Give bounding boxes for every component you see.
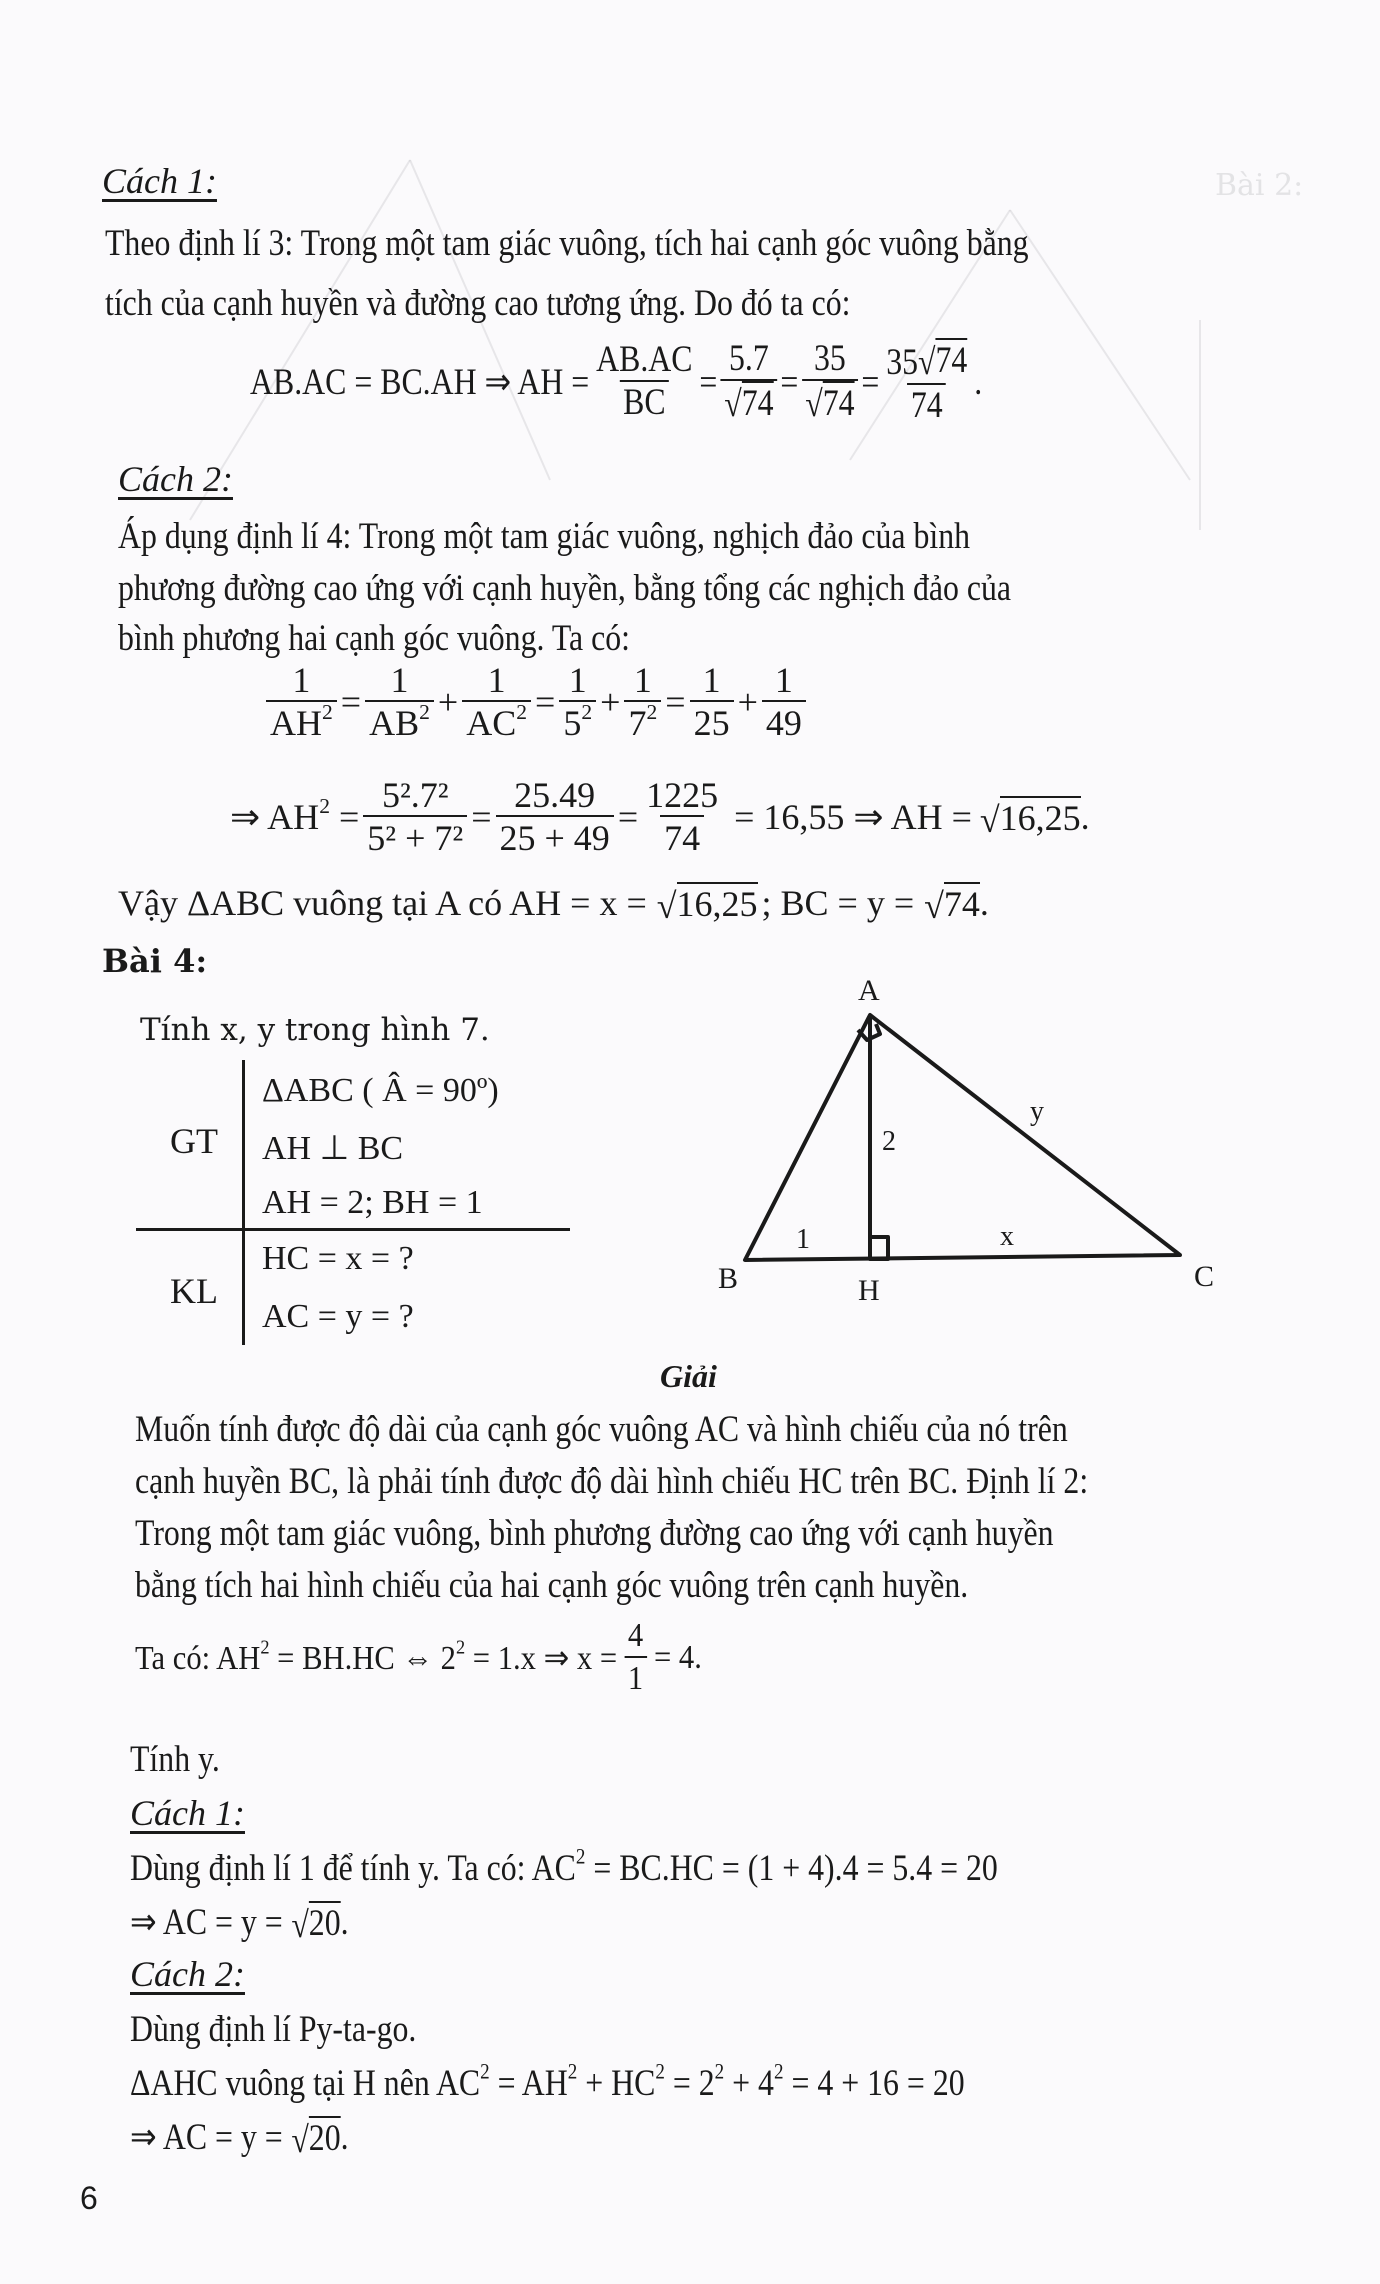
segment-label-hc: x — [1000, 1221, 1014, 1252]
formula-lhs: AB.AC = BC.AH ⇒ AH = — [250, 362, 590, 404]
bleed-through-text: Bài 2: — [1215, 168, 1304, 203]
given-item: AH ⊥ BC — [262, 1130, 404, 1167]
fraction: $\frac{AB.AC}{BC}$ — [596, 339, 693, 424]
exercise-prompt: Tính x, y trong hình 7. — [140, 1012, 490, 1048]
segment-label-ah: 2 — [882, 1126, 896, 1157]
exercise-title: Bài 4: — [102, 942, 208, 980]
method2-line3: ⇒ AC = y = √ 20 . — [130, 2117, 349, 2161]
fraction: 5.7 √ 74 — [721, 339, 777, 427]
page-number: 6 — [80, 2180, 98, 2216]
fraction: 35 √ 74 — [802, 339, 858, 427]
solution-para-line: Muốn tính được độ dài của cạnh góc vuông AC và hình chiếu của nó trên — [135, 1409, 1068, 1450]
conclusion-line: Vậy ΔABC vuông tại A có AH = x = √ 16,25 ; BC = y = √ 74 . — [118, 883, 989, 926]
table-vertical-rule — [242, 1060, 245, 1345]
method2-text-line1: Áp dụng định lí 4: Trong một tam giác vuông, nghịch đảo của bình — [118, 516, 971, 557]
method1-text-line1: Theo định lí 3: Trong một tam giác vuông, tích hai cạnh góc vuông bằng — [105, 223, 1029, 264]
solution-para-line: bằng tích hai hình chiếu của hai cạnh góc vuông trên cạnh huyền. — [135, 1565, 969, 1606]
vertex-label-b: B — [718, 1262, 739, 1295]
step-x-formula: Ta có: $AH^2 = BH.HC$ ⇔ $2^2 = 1.x$ ⇒ x = $\frac{4}{1}$ = 4. — [135, 1616, 702, 1700]
find-y-label: Tính y. — [130, 1739, 220, 1780]
solution-heading: Giải — [660, 1358, 717, 1394]
method1-text-line2: tích của cạnh huyền và đường cao tương ứng. Do đó ta có: — [105, 283, 851, 324]
given-item: ΔABC ( Â = 90º) — [262, 1072, 499, 1109]
formula-ah-squared: ⇒ $AH^2$ = $\frac{\text{5².7²}}{\text{5² + 7²}}$ = $\frac{25.49}{25 + 49}$ = $\frac{1225}{74}$ = 16,55 ⇒ AH = √ 16,25 . — [230, 775, 1090, 858]
method1-line2: ⇒ AC = y = √ 20 . — [130, 1902, 349, 1946]
vertex-label-a: A — [858, 974, 880, 1007]
conclusion-label: KL — [170, 1271, 218, 1311]
table-horizontal-rule — [136, 1228, 570, 1231]
given-label: GT — [170, 1121, 218, 1161]
vertex-label-h: H — [858, 1274, 880, 1300]
method1-heading: Cách 1: — [130, 1793, 245, 1833]
given-conclusion-table — [140, 1060, 570, 1345]
method2-heading: Cách 2: — [130, 1954, 245, 1994]
method1-heading: Cách 1: — [102, 161, 217, 201]
method2-line1: Dùng định lí Py-ta-go. — [130, 2009, 417, 2050]
formula-ah-product: AB.AC = BC.AH ⇒ AH = $\frac{AB.AC}{BC}$ = 5.7 √ 74 = 35 √ 74 = 35 √ 74 74 . — [250, 337, 983, 426]
method2-line2: ΔAHC vuông tại H nên $AC^2 = AH^2 + HC^2 = 2^2 + 4^2 = 4 + 16 = 20$ — [130, 2058, 965, 2104]
formula-reciprocal-sum: $\frac{1}{AH^2}$ = $\frac{1}{AB^2}$ + $\frac{1}{AC^2}$ = $\frac{1}{5^2}$ + $\frac{1}{7^2}$ = $\frac{1}{25}$ + $\frac{1}{49}$ — [262, 660, 810, 744]
triangle-figure — [700, 960, 1280, 1300]
solution-para-line: Trong một tam giác vuông, bình phương đường cao ứng với cạnh huyền — [135, 1513, 1054, 1554]
segment-label-ac: y — [1030, 1096, 1044, 1127]
conclusion-item: AC = y = ? — [262, 1298, 414, 1335]
given-item: AH = 2; BH = 1 — [262, 1184, 483, 1221]
conclusion-item: HC = x = ? — [262, 1240, 414, 1277]
method1-line1: Dùng định lí 1 để tính y. Ta có: $AC^2 = BC.HC = (1 + 4).4 = 5.4 = 20$ — [130, 1843, 998, 1889]
method2-text-line3: bình phương hai cạnh góc vuông. Ta có: — [118, 618, 630, 659]
segment-label-bh: 1 — [796, 1224, 810, 1255]
method2-text-line2: phương đường cao ứng với cạnh huyền, bằng tổng các nghịch đảo của — [118, 568, 1012, 609]
fraction: 35 √ 74 74 — [886, 340, 968, 426]
method2-heading: Cách 2: — [118, 459, 233, 499]
solution-para-line: cạnh huyền BC, là phải tính được độ dài hình chiếu HC trên BC. Định lí 2: — [135, 1461, 1089, 1502]
vertex-label-c: C — [1194, 1260, 1215, 1293]
